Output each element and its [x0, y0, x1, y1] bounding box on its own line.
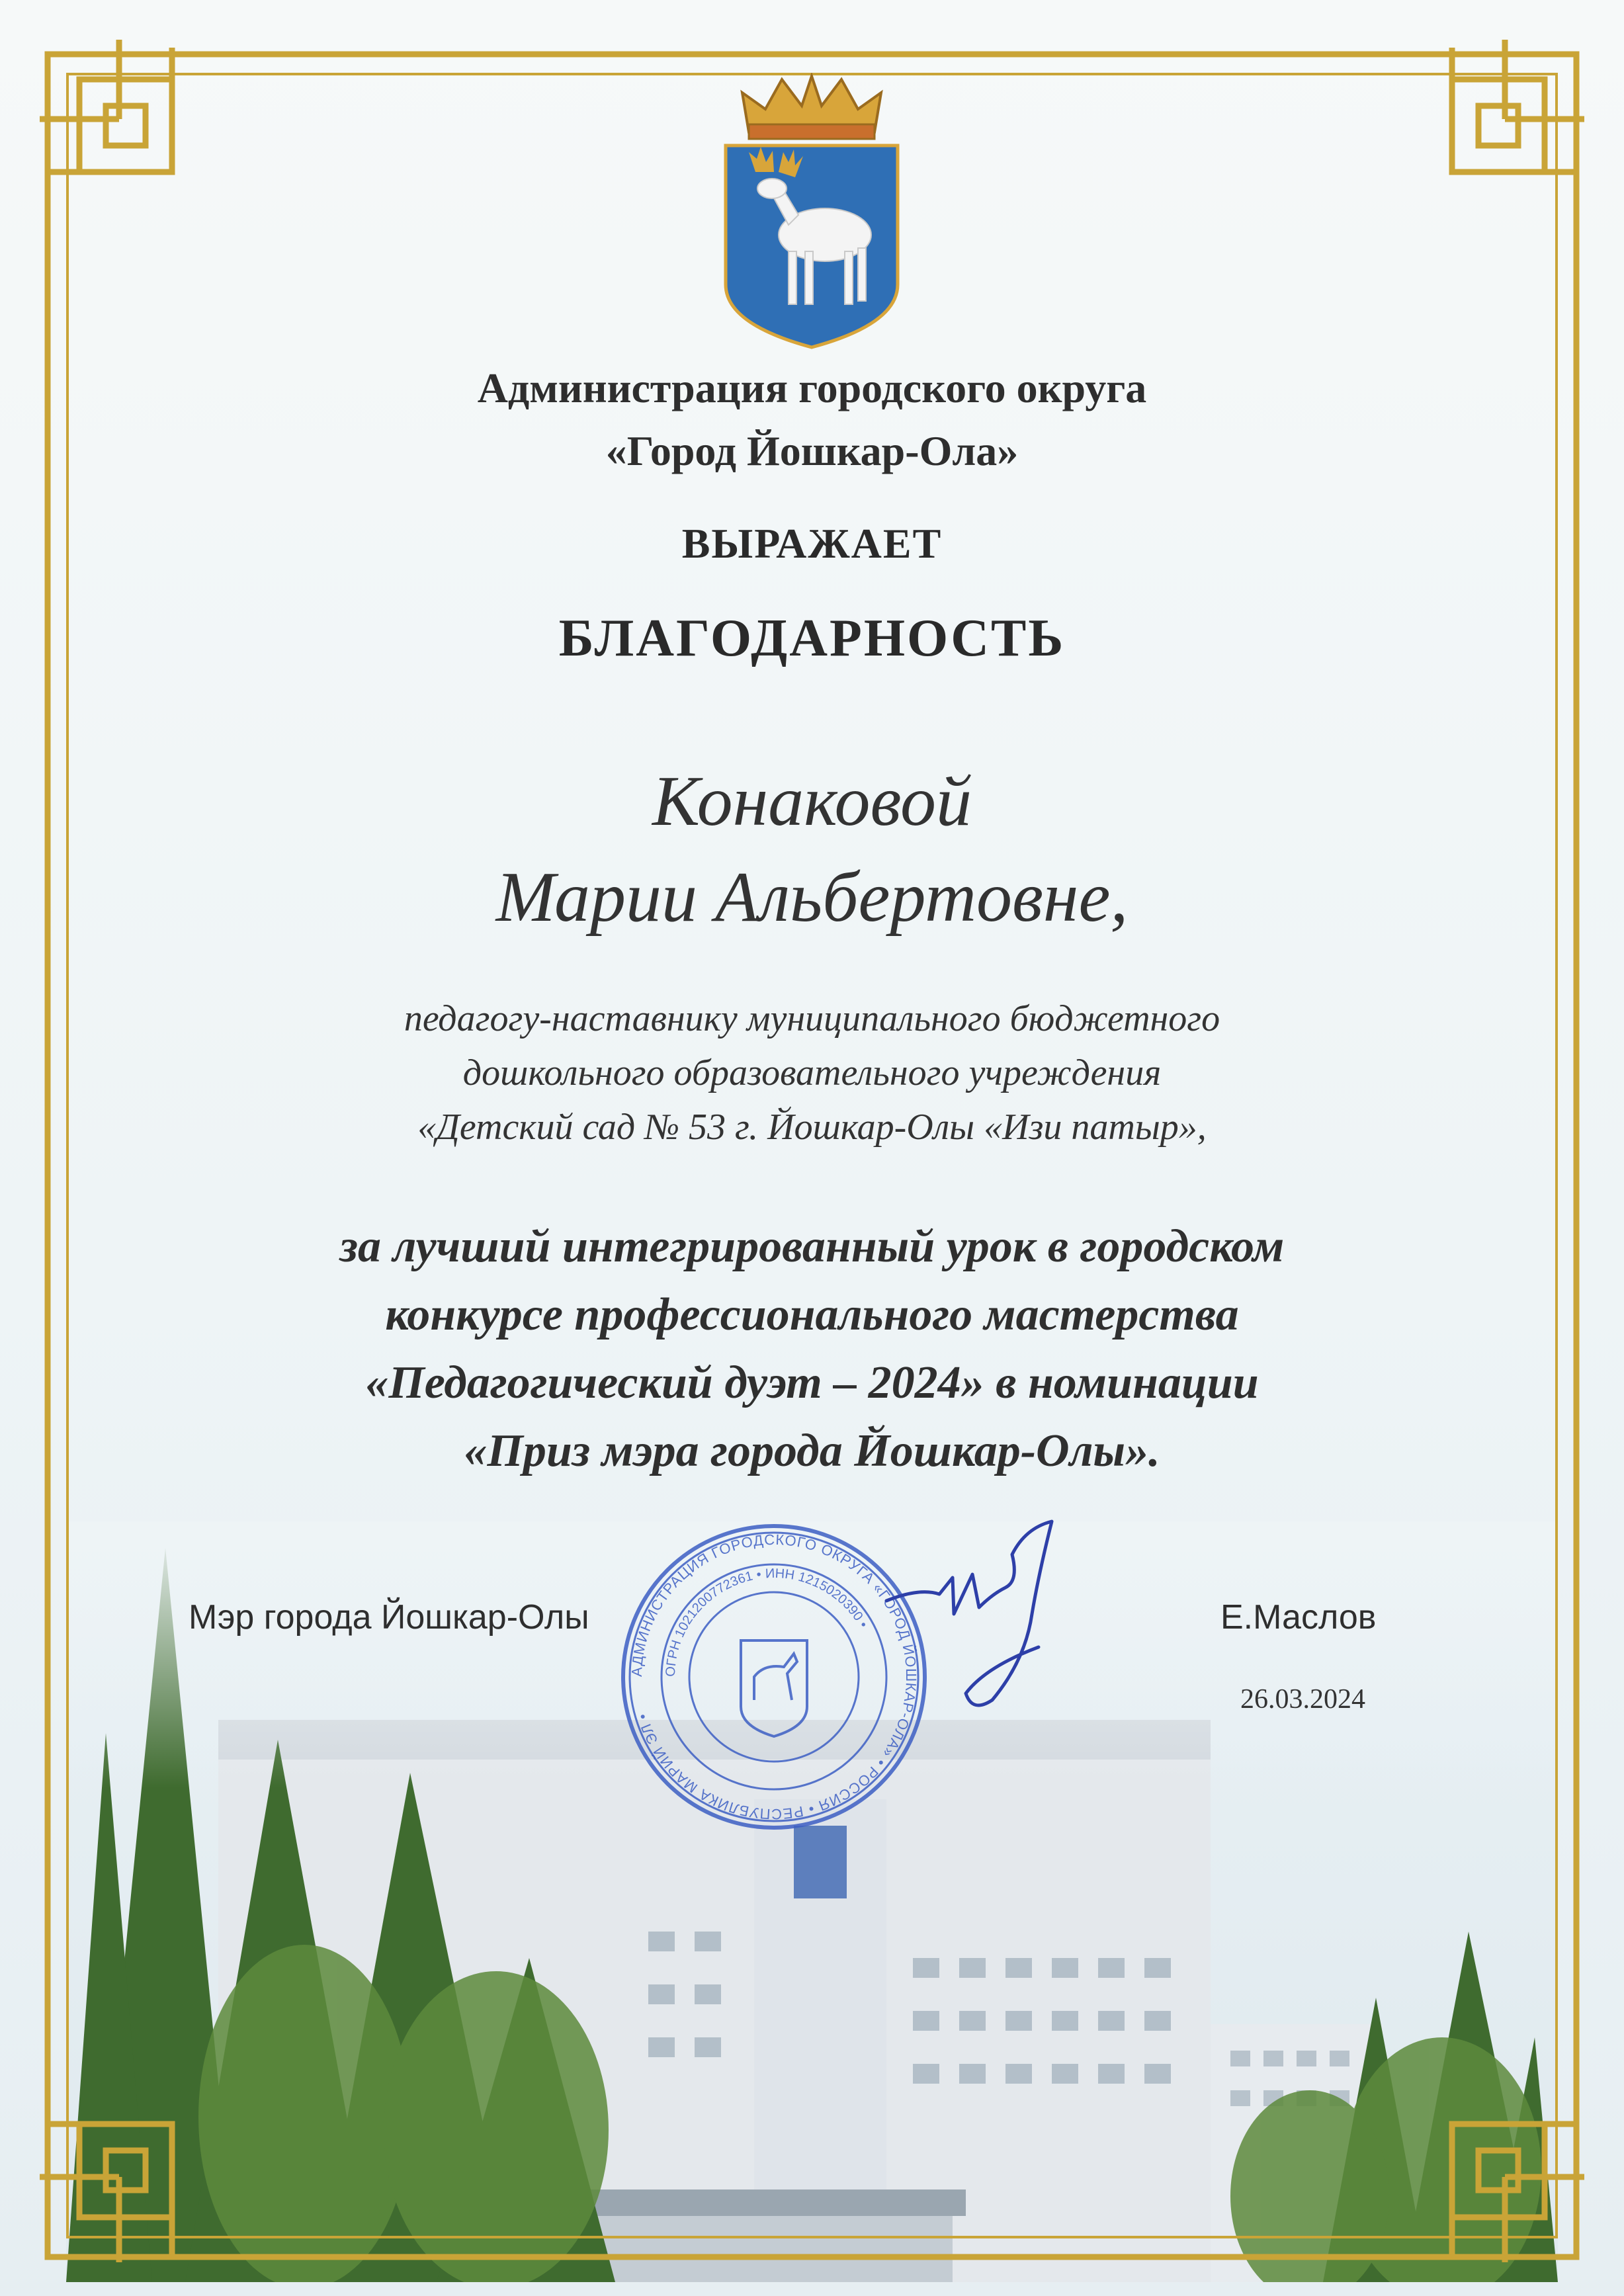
handwritten-signature [880, 1515, 1131, 1720]
reason-line-1: за лучший интегрированный урок в городском [339, 1221, 1285, 1272]
position-line-3: «Детский сад № 53 г. Йошкар-Олы «Изи патыр», [417, 1107, 1207, 1148]
recipient-given-name: Марии Альбертовне, [495, 858, 1129, 937]
gratitude-heading: БЛАГОДАРНОСТЬ [558, 609, 1066, 667]
position-line-2: дошкольного образовательного учреждения [462, 1052, 1162, 1093]
position-line-1: педагогу-наставнику муниципального бюджетного [404, 998, 1220, 1039]
signatory-title: Мэр города Йошкар-Олы [189, 1598, 589, 1637]
signature-date: 26.03.2024 [1240, 1684, 1365, 1715]
stamp-inner-text: ОГРН 1021200772361 • ИНН 1215020390 • [663, 1566, 871, 1678]
reason-line-4: «Приз мэра города Йошкар-Олы». [464, 1425, 1160, 1476]
reason-line-3: «Педагогический дуэт – 2024» в номинации [365, 1357, 1259, 1408]
organization-line-2: «Город Йошкар-Ола» [605, 427, 1019, 474]
recipient-surname: Конаковой [652, 762, 972, 841]
express-heading: ВЫРАЖАЕТ [681, 520, 943, 567]
organization-line-1: Администрация городского округа [477, 364, 1147, 411]
coat-of-arms-emblem [716, 73, 908, 351]
signatory-name: Е.Маслов [1220, 1598, 1377, 1637]
stamp-outer-text: АДМИНИСТРАЦИЯ ГОРОДСКОГО ОКРУГА «ГОРОД ЙОШКАР-ОЛА» • РОССИЯ • РЕСПУБЛИКА МАРИЙ ЭЛ • [628, 1531, 920, 1823]
reason-line-2: конкурсе профессионального мастерства [385, 1289, 1239, 1340]
